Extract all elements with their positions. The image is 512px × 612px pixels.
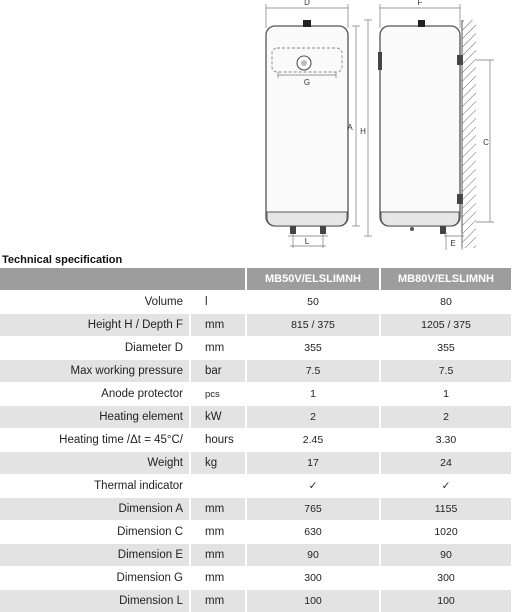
spec-unit: l xyxy=(190,291,246,314)
table-row xyxy=(0,544,512,567)
table-row xyxy=(0,521,512,544)
table-row xyxy=(0,406,512,429)
spec-value-model-2: 24 xyxy=(380,452,512,475)
spec-label: Dimension C xyxy=(0,521,190,544)
spec-unit xyxy=(190,475,246,498)
spec-title: Technical specification xyxy=(2,254,122,266)
spec-value-model-2: 355 xyxy=(380,337,512,360)
spec-label: Dimension G xyxy=(0,567,190,590)
spec-value-model-2: 1 xyxy=(380,383,512,406)
spec-unit: mm xyxy=(190,337,246,360)
spec-value-model-2: 90 xyxy=(380,544,512,567)
spec-value-model-1: 630 xyxy=(246,521,380,544)
dim-label-f: F xyxy=(418,0,423,7)
spec-label: Max working pressure xyxy=(0,360,190,383)
spec-label: Heating time /Δt = 45°C/ xyxy=(0,429,190,452)
spec-header-row xyxy=(0,268,512,291)
spec-unit: mm xyxy=(190,590,246,612)
spec-value-model-1: 355 xyxy=(246,337,380,360)
spec-value-model-2: 100 xyxy=(380,590,512,612)
table-row xyxy=(0,383,512,406)
spec-value-model-2: ✓ xyxy=(380,475,512,498)
front-tank-body xyxy=(266,26,348,226)
spec-value-model-1: 2.45 xyxy=(246,429,380,452)
spec-unit: kW xyxy=(190,406,246,429)
spec-value-model-2: 80 xyxy=(380,291,512,314)
dim-label-l: L xyxy=(305,237,310,246)
technical-drawing xyxy=(0,0,512,252)
table-row xyxy=(0,314,512,337)
table-row xyxy=(0,475,512,498)
spec-value-model-2: 1155 xyxy=(380,498,512,521)
spec-unit: mm xyxy=(190,544,246,567)
spec-value-model-2: 7.5 xyxy=(380,360,512,383)
spec-unit: mm xyxy=(190,314,246,337)
spec-body xyxy=(0,291,512,612)
spec-table xyxy=(0,268,512,612)
spec-label: Volume xyxy=(0,291,190,314)
spec-unit: hours xyxy=(190,429,246,452)
spec-value-model-1: 2 xyxy=(246,406,380,429)
spec-value-model-1: 815 / 375 xyxy=(246,314,380,337)
side-view xyxy=(378,0,494,250)
spec-value-model-2: 2 xyxy=(380,406,512,429)
table-row xyxy=(0,567,512,590)
table-row xyxy=(0,429,512,452)
spec-value-model-1: 300 xyxy=(246,567,380,590)
spec-value-model-1: 50 xyxy=(246,291,380,314)
spec-label: Dimension E xyxy=(0,544,190,567)
model-header-1: MB50V/ELSLIMNH xyxy=(246,268,380,291)
spec-label: Heating element xyxy=(0,406,190,429)
dim-label-a: A xyxy=(347,123,353,132)
spec-label: Diameter D xyxy=(0,337,190,360)
table-row xyxy=(0,498,512,521)
spec-unit: bar xyxy=(190,360,246,383)
spec-label: Anode protector xyxy=(0,383,190,406)
side-tank-body xyxy=(380,26,460,226)
table-row xyxy=(0,590,512,612)
spec-value-model-1: 7.5 xyxy=(246,360,380,383)
model-header-2: MB80V/ELSLIMNH xyxy=(380,268,512,291)
spec-value-model-1: 765 xyxy=(246,498,380,521)
table-row xyxy=(0,360,512,383)
spec-value-model-2: 1020 xyxy=(380,521,512,544)
spec-value-model-1: 90 xyxy=(246,544,380,567)
spec-unit: kg xyxy=(190,452,246,475)
dim-label-c: C xyxy=(483,138,489,147)
dim-label-g: G xyxy=(304,78,310,87)
spec-label: Weight xyxy=(0,452,190,475)
table-row xyxy=(0,452,512,475)
front-view xyxy=(266,0,372,248)
spec-value-model-1: 17 xyxy=(246,452,380,475)
dim-label-e: E xyxy=(450,239,455,248)
wall-hatch xyxy=(462,20,476,248)
spec-label: Dimension L xyxy=(0,590,190,612)
dim-label-d: D xyxy=(304,0,310,7)
spec-label: Thermal indicator xyxy=(0,475,190,498)
spec-label: Dimension A xyxy=(0,498,190,521)
spec-value-model-1: 1 xyxy=(246,383,380,406)
dim-label-h: H xyxy=(360,127,366,136)
spec-unit: mm xyxy=(190,498,246,521)
table-row xyxy=(0,337,512,360)
spec-value-model-1: 100 xyxy=(246,590,380,612)
spec-unit: mm xyxy=(190,521,246,544)
spec-unit: pcs xyxy=(190,383,246,406)
spec-value-model-2: 300 xyxy=(380,567,512,590)
spec-value-model-2: 1205 / 375 xyxy=(380,314,512,337)
spec-label: Height H / Depth F xyxy=(0,314,190,337)
table-row xyxy=(0,291,512,314)
spec-value-model-1: ✓ xyxy=(246,475,380,498)
spec-unit: mm xyxy=(190,567,246,590)
header-blank xyxy=(0,268,246,291)
spec-value-model-2: 3.30 xyxy=(380,429,512,452)
